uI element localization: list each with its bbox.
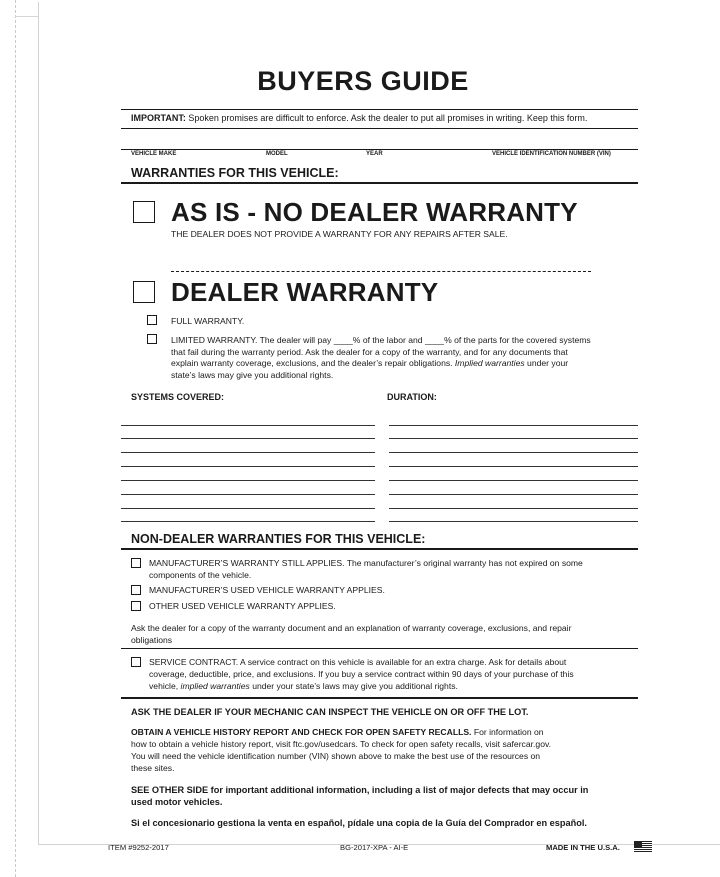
systems-line[interactable] — [121, 452, 375, 453]
duration-label: DURATION: — [387, 392, 437, 402]
systems-covered-label: SYSTEMS COVERED: — [131, 392, 225, 402]
history-bold: OBTAIN A VEHICLE HISTORY REPORT AND CHECK FOR OPEN SAFETY RECALLS. — [131, 727, 472, 737]
see-other-line-1: SEE OTHER SIDE for important additional information, including a list of major defects that may occur in — [131, 785, 589, 795]
systems-line[interactable] — [121, 494, 375, 495]
limited-line-3c: under your — [527, 358, 569, 368]
service-line-3 — [149, 680, 574, 692]
other-used-warranty-checkbox[interactable] — [131, 601, 141, 611]
service-line-3a: vehicle, — [149, 681, 179, 691]
ask-copy-text — [131, 622, 571, 646]
duration-line[interactable] — [389, 494, 638, 495]
full-warranty-checkbox[interactable] — [147, 315, 157, 325]
as-is-checkbox[interactable] — [133, 201, 155, 223]
spanish-notice: Si el concesionario gestiona la venta en español, pídale una copia de la Guía del Comprador en español. — [131, 818, 587, 828]
duration-line[interactable] — [389, 480, 638, 481]
systems-line[interactable] — [121, 466, 375, 467]
dashed-divider — [171, 271, 591, 272]
warranties-header: WARRANTIES FOR THIS VEHICLE: — [131, 166, 339, 180]
limited-line-4: state’s laws may give you additional rights. — [171, 369, 334, 380]
service-line-1: SERVICE CONTRACT. A service contract on this vehicle is available for an extra charge. Ask for details about — [149, 657, 567, 667]
history-line-1-rest: For information on — [473, 727, 544, 737]
duration-line[interactable] — [389, 508, 638, 509]
history-line-1 — [131, 726, 631, 738]
systems-line[interactable] — [121, 480, 375, 481]
top-rule — [121, 109, 638, 110]
service-rule — [121, 697, 638, 699]
important-notice — [131, 113, 587, 123]
mechanic-notice: ASK THE DEALER IF YOUR MECHANIC CAN INSPECT THE VEHICLE ON OR OFF THE LOT. — [131, 707, 529, 717]
limited-line-3 — [171, 358, 641, 370]
ask-copy-line-1: Ask the dealer for a copy of the warranty document and an explanation of warranty coverage, exclusions, and repair — [131, 623, 572, 633]
non-dealer-header: NON-DEALER WARRANTIES FOR THIS VEHICLE: — [131, 532, 426, 546]
service-line-2: coverage, deductible, price, and exclusions. If you buy a service contract within 90 days of your purchase of this — [149, 669, 574, 679]
important-rule — [121, 128, 638, 129]
duration-line[interactable] — [389, 521, 638, 522]
limited-warranty-checkbox[interactable] — [147, 334, 157, 344]
non-dealer-rule — [121, 548, 638, 550]
duration-line[interactable] — [389, 452, 638, 453]
important-text: Spoken promises are difficult to enforce. Ask the dealer to put all promises in writing. Keep this form. — [188, 113, 588, 123]
limited-line-3a: explain warranty coverage, exclusions, and the dealer’s repair obligations. — [171, 358, 453, 368]
manufacturer-line-1: MANUFACTURER’S WARRANTY STILL APPLIES. The manufacturer’s original warranty has not expired on some — [149, 558, 583, 568]
history-line-3: You will need the vehicle identification number (VIN) shown above to make the best use of the resources on — [131, 751, 541, 761]
limited-line-2: that fail during the warranty period. Ask the dealer for a copy of the warranty, and for any documents that — [171, 346, 568, 357]
limited-warranty-text — [171, 335, 641, 381]
as-is-title: AS IS - NO DEALER WARRANTY — [171, 197, 578, 227]
item-number: ITEM #9252-2017 — [108, 843, 169, 852]
used-vehicle-warranty-checkbox[interactable] — [131, 585, 141, 595]
duration-line[interactable] — [389, 466, 638, 467]
form-code: BG-2017-XPA - AI-E — [340, 843, 409, 852]
sheet-edge-left — [3, 0, 16, 877]
systems-line[interactable] — [121, 438, 375, 439]
ask-copy-line-2: obligations — [131, 635, 173, 645]
see-other-side — [131, 784, 588, 808]
history-line-4: these sites. — [131, 763, 175, 773]
full-warranty-label: FULL WARRANTY. — [171, 316, 245, 326]
model-label: MODEL — [266, 151, 288, 157]
ask-copy-rule — [121, 648, 638, 649]
us-flag-icon — [634, 841, 652, 852]
as-is-desc: THE DEALER DOES NOT PROVIDE A WARRANTY FOR ANY REPAIRS AFTER SALE. — [171, 229, 508, 239]
page-title: BUYERS GUIDE — [257, 66, 469, 96]
service-implied-text: implied warranties — [180, 681, 250, 691]
vin-label: VEHICLE IDENTIFICATION NUMBER (VIN) — [492, 151, 611, 157]
dealer-warranty-title: DEALER WARRANTY — [171, 277, 439, 307]
duration-line[interactable] — [389, 425, 638, 426]
manufacturer-warranty-checkbox[interactable] — [131, 558, 141, 568]
vehicle-field-line[interactable] — [121, 149, 638, 150]
service-contract-checkbox[interactable] — [131, 657, 141, 667]
dealer-warranty-checkbox[interactable] — [133, 281, 155, 303]
systems-line[interactable] — [121, 521, 375, 522]
history-line-2: how to obtain a vehicle history report, visit ftc.gov/usedcars. To check for open safety recalls, visit safercar.gov. — [131, 739, 552, 749]
used-vehicle-warranty-label: MANUFACTURER’S USED VEHICLE WARRANTY APPLIES. — [149, 585, 385, 595]
history-text — [131, 726, 631, 774]
other-used-warranty-label: OTHER USED VEHICLE WARRANTY APPLIES. — [149, 601, 336, 611]
vehicle-make-label: VEHICLE MAKE — [131, 151, 177, 157]
implied-warranties-text: Implied warranties — [454, 358, 525, 368]
year-label: YEAR — [366, 151, 383, 157]
important-label: IMPORTANT: — [131, 113, 186, 123]
manufacturer-warranty-text — [149, 557, 583, 581]
sheet-edge-top — [15, 0, 39, 17]
duration-line[interactable] — [389, 438, 638, 439]
limited-line-1: LIMITED WARRANTY. The dealer will pay ____% of the labor and ____% of the parts for the covered systems — [171, 335, 591, 345]
service-line-3c: under your state’s laws may give you additional rights. — [252, 681, 458, 691]
manufacturer-line-2: components of the vehicle. — [149, 570, 252, 580]
warranties-rule — [121, 182, 638, 184]
service-contract-text — [149, 656, 574, 692]
see-other-line-2: used motor vehicles. — [131, 797, 223, 807]
made-in-usa: MADE IN THE U.S.A. — [546, 843, 620, 852]
systems-line[interactable] — [121, 508, 375, 509]
systems-line[interactable] — [121, 425, 375, 426]
